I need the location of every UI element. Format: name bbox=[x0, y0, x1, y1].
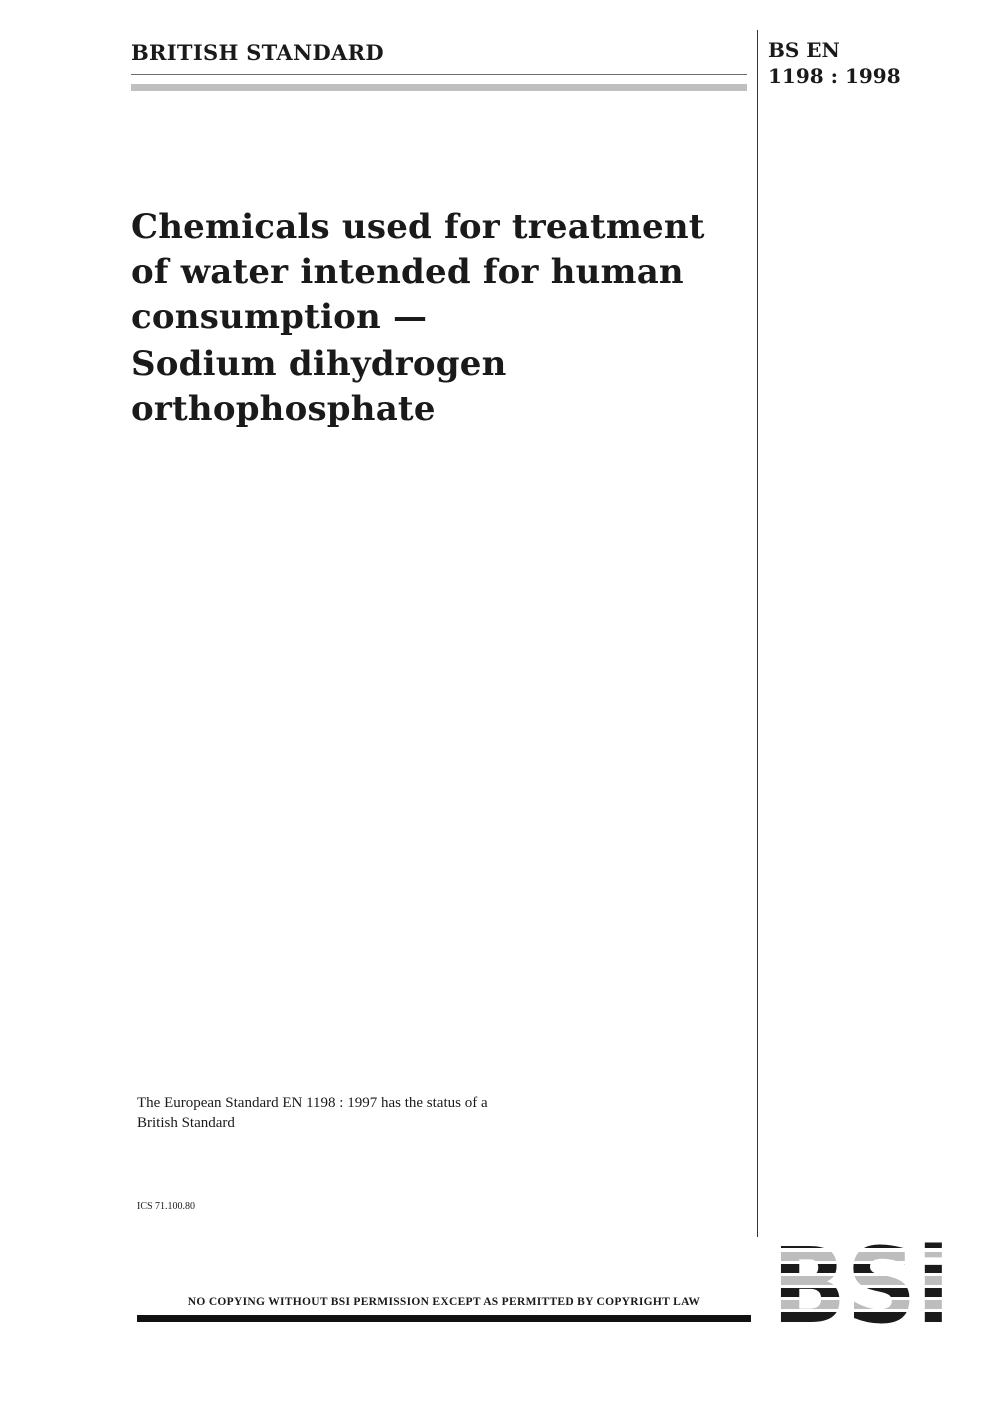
standard-prefix: BS EN bbox=[768, 38, 840, 62]
ics-code: ICS 71.100.80 bbox=[137, 1201, 196, 1212]
margin-divider bbox=[757, 30, 758, 1237]
header-gray-rule bbox=[131, 84, 747, 91]
bsi-logo-icon bbox=[774, 1240, 949, 1324]
standard-number bbox=[768, 37, 901, 89]
status-line: British Standard bbox=[137, 1115, 235, 1131]
status-statement bbox=[137, 1093, 577, 1133]
status-line: The European Standard EN 1198 : 1997 has the status of a bbox=[137, 1095, 488, 1111]
title-line: Chemicals used for treatment bbox=[131, 207, 705, 247]
footer-rule bbox=[137, 1315, 751, 1322]
subtitle-line: Sodium dihydrogen bbox=[131, 344, 507, 384]
copyright-notice: NO COPYING WITHOUT BSI PERMISSION EXCEPT AS PERMITTED BY COPYRIGHT LAW bbox=[187, 1296, 701, 1308]
header-thin-rule bbox=[131, 74, 747, 75]
document-title bbox=[131, 205, 741, 432]
title-line: consumption — bbox=[131, 297, 428, 337]
subtitle-line: orthophosphate bbox=[131, 389, 436, 429]
title-line: of water intended for human bbox=[131, 252, 684, 292]
document-type-label: BRITISH STANDARD bbox=[131, 40, 384, 65]
standard-id: 1198 : 1998 bbox=[768, 64, 901, 88]
